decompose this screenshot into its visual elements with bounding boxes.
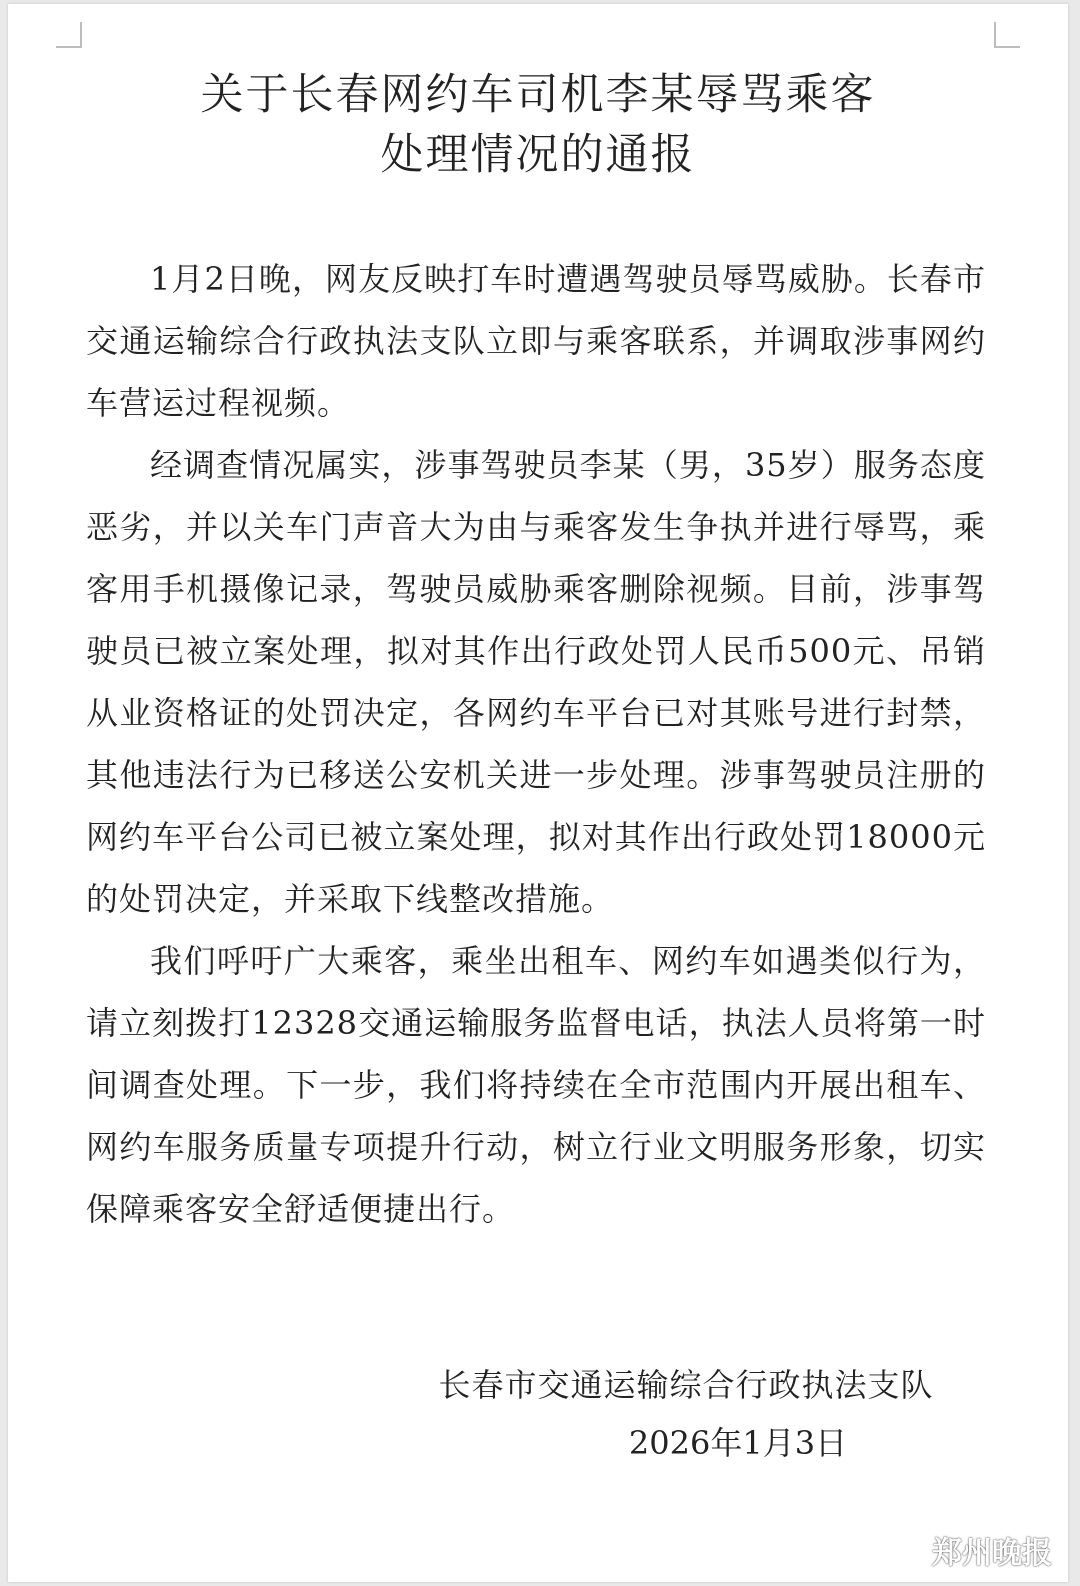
paragraph: 1月2日晚，网友反映打车时遭遇驾驶员辱骂威胁。长春市交通运输综合行政执法支队立即与乘客联系，并调取涉事网约车营运过程视频。 bbox=[86, 260, 986, 422]
document-title-line-1: 关于长春网约车司机李某辱骂乘客 bbox=[200, 70, 876, 120]
document-page bbox=[8, 4, 1068, 1582]
watermark bbox=[890, 1528, 1052, 1572]
document-title-line-2: 处理情况的通报 bbox=[380, 130, 696, 180]
crop-mark-top-left bbox=[56, 22, 82, 48]
crop-mark-top-right bbox=[994, 22, 1020, 48]
paragraph: 经调查情况属实，涉事驾驶员李某（男，35岁）服务态度恶劣，并以关车门声音大为由与乘客发生争执并进行辱骂，乘客用手机摄像记录，驾驶员威胁乘客删除视频。目前，涉事驾驶员已被立案处理，拟对其作出行政处罚人民币500元、吊销从业资格证的处罚决定，各网约车平台已对其账号进行封禁，其他违法行为已移送公安机关进一步处理。涉事驾驶员注册的网约车平台公司已被立案处理，拟对其作出行政处罚18000元的处罚决定，并采取下线整改措施。 bbox=[86, 446, 986, 918]
watermark-text: 郑州晚报 bbox=[932, 1536, 1052, 1571]
signature-organization: 长春市交通运输综合行政执法支队 bbox=[438, 1366, 934, 1404]
weibo-icon bbox=[890, 1531, 926, 1569]
document-body bbox=[86, 248, 986, 1240]
paragraph: 我们呼吁广大乘客，乘坐出租车、网约车如遇类似行为，请立刻拨打12328交通运输服务监督电话，执法人员将第一时间调查处理。下一步，我们将持续在全市范围内开展出租车、网约车服务质量专项提升行动，树立行业文明服务形象，切实保障乘客安全舒适便捷出行。 bbox=[86, 942, 986, 1228]
signature-date: 2026年1月3日 bbox=[628, 1424, 848, 1462]
